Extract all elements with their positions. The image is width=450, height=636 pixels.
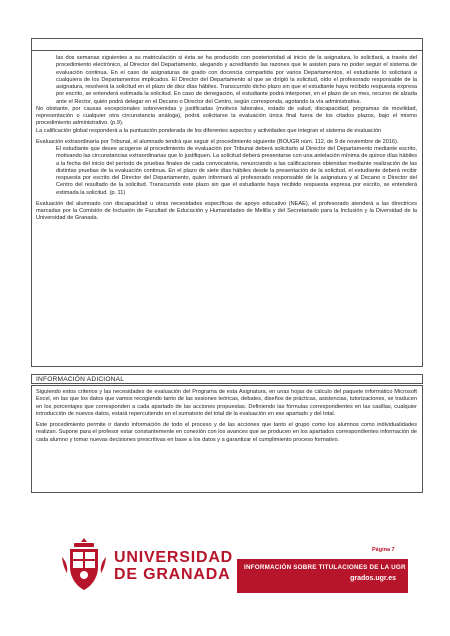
neae-paragraph: Evaluación del alumnado con discapacidad u otras necesidades específicas de apoyo educativo (NEAE), el profesorado atenderá a las directrices marcadas por la Comisión de Inclusión de Facultad de Educación y Humanidades de Melilla y del Secretariado para la Inclusión y la Diversidad de la Universidad de Granada. (36, 200, 417, 222)
ugr-crest-icon (60, 537, 108, 592)
continuous-evaluation-paragraph: las dos semanas siguientes a su matriculación si ésta se ha producido con posterioridad al inicio de la asignatura, lo solicitará, a través del procedimiento electrónico, al Director del Departamento, alegando y acreditando las razones que le asisten para no poder seguir el sistema de evaluación continua. En el caso de asignaturas de grado con docencia compartida por varios Departamentos, el estudiante lo solicitará a cualquiera de los Departamentos implicados. El Director del Departamento al que se dirigió la solicitud, oído el profesorado responsable de la asignatura, resolverá la solicitud en el plazo de diez días hábiles. Transcurrido dicho plazo sin que el estudiante haya recibido respuesta expresa por escrito, se entenderá estimada la solicitud. En caso de denegación, el estudiante podrá interponer, en el plazo de un mes, recurso de alzada ante el Rector, quién podrá delegar en el Decano o Director del Centro, según corresponda, agotando la vía administrativa. (56, 55, 417, 105)
university-name-line2: DE GRANADA (114, 566, 231, 583)
exceptional-causes-paragraph: No obstante, por causas excepcionales sobrevenidas y justificadas (motivos laborales, estado de salud, discapacidad, programas de movilidad, representación o cualquier otra circunstancia análoga), podrá solicitarse la evaluación única final fuera de los citados plazos, bajo el mismo procedimiento administrativo. (p.9). (36, 105, 417, 127)
page-number: Página 7 (372, 547, 395, 553)
footer-url-link[interactable]: grados.ugr.es (350, 575, 396, 582)
previous-section-frame (31, 38, 423, 50)
additional-info-header (31, 374, 423, 384)
tribunal-intro-paragraph: Evaluación extraordinaria por Tribunal, el alumnado tendrá que seguir el procedimiento siguiente (BOUGR núm. 112, de 9 de noviembre de 2016). (36, 138, 399, 145)
footer-bar-title: INFORMACIÓN SOBRE TITULACIONES DE LA UGR (244, 564, 406, 571)
evaluation-section (31, 50, 423, 367)
additional-info-paragraph-2: Este procedimiento permite ir dando información de todo el proceso y de las acciones que tanto el grupo como los alumnos como individualidades realizan. Supone para el profesor estar constantemente en conexión con los avances que se producen en los apartados correspondientes información de cada alumno y tomar nuevas decisiones prescritivas en base a los datos y a garantizar el cumplimiento proceso formativo. (36, 422, 417, 443)
university-name-line1: UNIVERSIDAD (114, 549, 234, 566)
additional-info-section (31, 385, 423, 493)
footer-info-bar (237, 559, 408, 593)
tribunal-procedure-paragraph: El estudiante que desee acogerse al procedimiento de evaluación por Tribunal deberá solicitarlo al Director del Departamento mediante escrito, motivando las circunstancias extraordinarias que lo justifiquen. La solicitud deberá presentarse con una antelación mínima de quince días hábiles a la fecha del inicio del período de pruebas finales de cada convocatoria, renunciando a las calificaciones obtenidas mediante realización de las distintas pruebas de la evaluación continua. En el plazo de siete días hábiles desde la presentación de la solicitud, el estudiante deberá recibir respuesta por escrito del Director del Departamento, quien informará al profesorado responsable de la asignatura y al Decano o Director del Centro del resultado de la solicitud. Transcurrido este plazo sin que el estudiante haya recibido respuesta expresa por escrito, se entenderá estimada la solicitud. (p. 11) (56, 146, 417, 196)
additional-info-title: INFORMACIÓN ADICIONAL (36, 376, 125, 383)
additional-info-paragraph-1: Siguiendo estos criterios y las necesidades de evaluación del Programa de esta Asignatura, en unas hojas de cálculo del paquete informático Microsoft Excel, en las que los datos que vamos recogiendo tanto de las sesiones teóricas, debates, diseños de prácticas, asistencias, tutorizaciones, se traducen en los porcentajes que corresponden a cada apartado de las acciones propuestas. Definiendo las fórmulas correspondientes en las casillas, cualquier introducción de nuevos datos, estará repercutiendo en el sumatorio del total de la evaluación en ese apartado y del total. (36, 389, 417, 417)
global-grade-paragraph: La calificación global responderá a la puntuación ponderada de los diferentes aspectos y actividades que integran el sistema de evaluación (36, 127, 382, 134)
